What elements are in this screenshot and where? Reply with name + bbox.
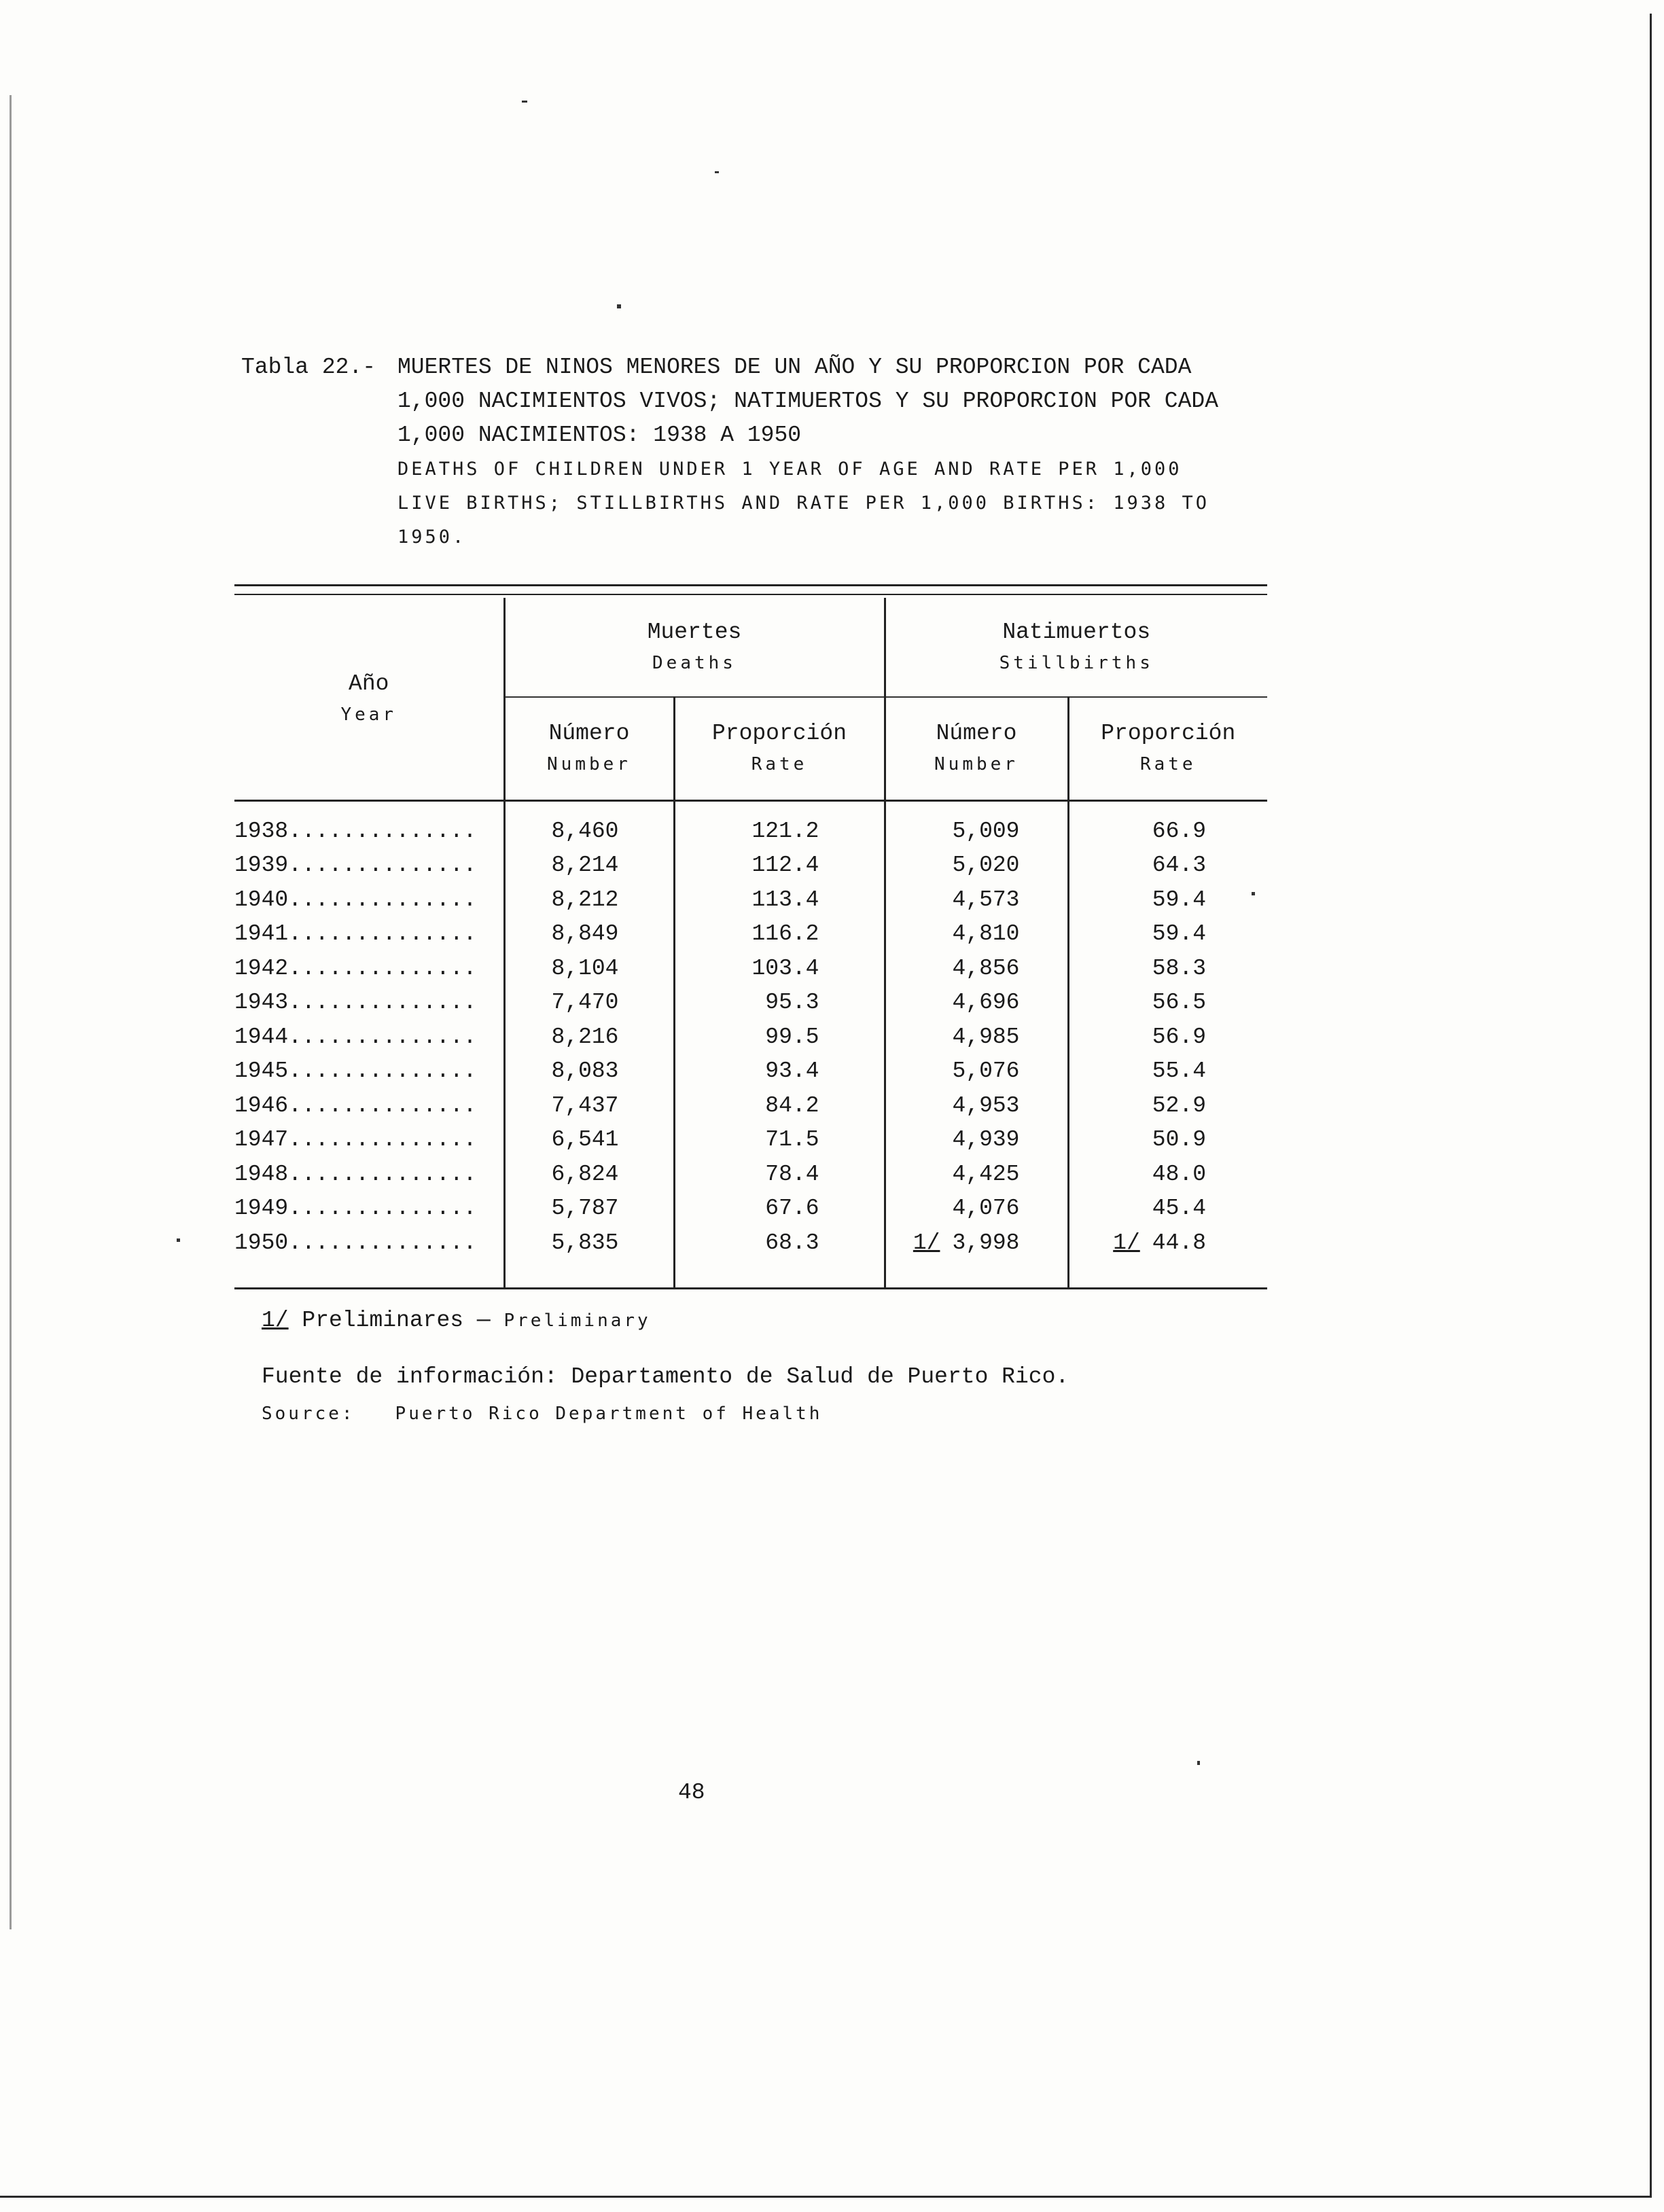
- deaths-rate-cell: 116.2: [674, 917, 885, 952]
- deaths-rate-cell: 95.3: [674, 986, 885, 1020]
- scan-speck: [522, 101, 527, 103]
- year-cell: 1945..............: [234, 1058, 477, 1084]
- page-edge-bottom: [0, 2196, 1651, 2198]
- stillbirths-number-cell: 5,020: [885, 849, 1068, 883]
- stillbirths-rate-cell: 52.9: [1068, 1088, 1267, 1123]
- deaths-number-cell: 7,437: [504, 1088, 674, 1123]
- table-row: [234, 814, 1267, 849]
- table-row: [234, 849, 1267, 883]
- stillbirths-rate-cell: 55.4: [1068, 1054, 1267, 1089]
- deaths-rate-cell: 68.3: [674, 1226, 885, 1260]
- deaths-rate-cell: 113.4: [674, 882, 885, 917]
- table-top-rule: [234, 584, 1267, 586]
- year-cell: 1941..............: [234, 921, 477, 947]
- stillbirths-rate-cell: 50.9: [1068, 1123, 1267, 1158]
- stillbirths-rate-cell: 66.9: [1068, 814, 1267, 849]
- stillbirths-number-cell: 4,573: [885, 882, 1068, 917]
- footnote-mark: 1/: [262, 1308, 289, 1333]
- stillbirths-rate-cell: 48.0: [1068, 1157, 1267, 1192]
- deaths-number-cell: 8,214: [504, 849, 674, 883]
- deaths-number-cell: 8,849: [504, 917, 674, 952]
- year-header: Año Year: [234, 598, 504, 801]
- table-row: [234, 1157, 1267, 1192]
- table-row: [234, 1226, 1267, 1260]
- table-row: [234, 1054, 1267, 1089]
- table-row: [234, 917, 1267, 952]
- deaths-rate-cell: 121.2: [674, 814, 885, 849]
- table-row: [234, 882, 1267, 917]
- deaths-number-cell: 5,787: [504, 1192, 674, 1226]
- deaths-number-header: Número Number: [504, 697, 674, 801]
- stillbirths-rate-cell: 45.4: [1068, 1192, 1267, 1226]
- stillbirths-number-cell: 4,810: [885, 917, 1068, 952]
- table-body: [234, 814, 1267, 1260]
- deaths-rate-cell: 103.4: [674, 951, 885, 986]
- stillbirths-number-cell: 4,985: [885, 1020, 1068, 1054]
- deaths-number-cell: 6,824: [504, 1157, 674, 1192]
- year-cell: 1944..............: [234, 1024, 477, 1050]
- source-es: Fuente de información: Departamento de Salud de Puerto Rico.: [262, 1364, 1069, 1389]
- stillbirths-number-cell: 4,939: [885, 1123, 1068, 1158]
- year-cell: 1943..............: [234, 990, 477, 1016]
- year-cell: 1950..............: [234, 1230, 477, 1255]
- page-edge-left: [10, 95, 12, 1929]
- stillbirths-header: Natimuertos Stillbirths: [885, 598, 1267, 697]
- source-en-text: Puerto Rico Department of Health: [395, 1404, 823, 1424]
- year-cell: 1947..............: [234, 1127, 477, 1153]
- year-cell: 1938..............: [234, 818, 477, 844]
- title-line-en-2: LIVE BIRTHS; STILLBIRTHS AND RATE PER 1,000 BIRTHS: 1938 TO: [397, 493, 1210, 514]
- title-line-es-1: Tabla 22.- MUERTES DE NINOS MENORES DE UN AÑO Y SU PROPORCION POR CADA: [241, 351, 1288, 385]
- stillbirths-number-cell: 4,076: [885, 1192, 1068, 1226]
- deaths-number-cell: 5,835: [504, 1226, 674, 1260]
- stillbirths-rate-cell: 58.3: [1068, 951, 1267, 986]
- deaths-number-cell: 8,216: [504, 1020, 674, 1054]
- year-cell: 1940..............: [234, 887, 477, 912]
- stillbirths-number-cell: 4,953: [885, 1088, 1068, 1123]
- stillbirths-number-cell: 4,856: [885, 951, 1068, 986]
- year-cell: 1946..............: [234, 1092, 477, 1118]
- deaths-rate-cell: 93.4: [674, 1054, 885, 1089]
- deaths-number-cell: 7,470: [504, 986, 674, 1020]
- year-cell: 1948..............: [234, 1161, 477, 1187]
- deaths-number-cell: 8,083: [504, 1054, 674, 1089]
- table-title: [241, 351, 1288, 554]
- stillbirths-rate-cell: 1/ 44.8: [1068, 1226, 1267, 1260]
- title-line-es-2: 1,000 NACIMIENTOS VIVOS; NATIMUERTOS Y SU PROPORCION POR CADA: [397, 389, 1218, 414]
- deaths-rate-cell: 71.5: [674, 1123, 885, 1158]
- stillbirths-number-cell: 1/ 3,998: [885, 1226, 1068, 1260]
- scan-speck: [715, 171, 719, 173]
- title-line-en-1: DEATHS OF CHILDREN UNDER 1 YEAR OF AGE AND RATE PER 1,000: [397, 459, 1182, 480]
- stillbirths-rate-cell: 56.5: [1068, 986, 1267, 1020]
- table-row: [234, 1020, 1267, 1054]
- stillbirths-rate-header: Proporción Rate: [1068, 697, 1267, 801]
- table-row: [234, 1088, 1267, 1123]
- footnote: [262, 1308, 651, 1333]
- page-edge-right: [1650, 14, 1652, 2198]
- table-row: [234, 986, 1267, 1020]
- table-row: [234, 1123, 1267, 1158]
- deaths-rate-cell: 67.6: [674, 1192, 885, 1226]
- year-cell: 1939..............: [234, 853, 477, 878]
- deaths-number-cell: 6,541: [504, 1123, 674, 1158]
- deaths-number-cell: 8,460: [504, 814, 674, 849]
- table-spacer: [234, 801, 1267, 815]
- footnote-en: Preliminary: [503, 1310, 651, 1331]
- header-row-groups: [234, 598, 1267, 697]
- footnote-separator: —: [476, 1308, 491, 1333]
- stillbirths-number-cell: 4,696: [885, 986, 1068, 1020]
- table-row: [234, 1192, 1267, 1226]
- stillbirths-number-cell: 4,425: [885, 1157, 1068, 1192]
- stillbirths-rate-cell: 64.3: [1068, 849, 1267, 883]
- scan-speck: [177, 1238, 180, 1242]
- deaths-number-cell: 8,104: [504, 951, 674, 986]
- title-line-es-3: 1,000 NACIMIENTOS: 1938 A 1950: [397, 423, 802, 448]
- deaths-rate-cell: 112.4: [674, 849, 885, 883]
- year-cell: 1942..............: [234, 955, 477, 981]
- title-line-en-3: 1950.: [397, 527, 467, 548]
- table-row: [234, 951, 1267, 986]
- source-en: [262, 1404, 822, 1424]
- table-bottom-space: [234, 1260, 1267, 1289]
- stillbirths-number-cell: 5,009: [885, 814, 1068, 849]
- deaths-rate-header: Proporción Rate: [674, 697, 885, 801]
- year-cell: 1949..............: [234, 1196, 477, 1221]
- scan-speck: [617, 304, 621, 308]
- footnote-mark: 1/: [913, 1230, 940, 1255]
- deaths-rate-cell: 99.5: [674, 1020, 885, 1054]
- deaths-header: Muertes Deaths: [504, 598, 885, 697]
- stillbirths-rate-cell: 56.9: [1068, 1020, 1267, 1054]
- table-top-rule-2: [234, 594, 1267, 595]
- stillbirths-number-cell: 5,076: [885, 1054, 1068, 1089]
- footnote-mark: 1/: [1113, 1230, 1140, 1255]
- table-number: Tabla 22.-: [241, 355, 376, 380]
- page-number: 48: [678, 1780, 705, 1805]
- data-table: [234, 598, 1267, 1289]
- scan-speck: [1197, 1761, 1200, 1765]
- stillbirths-rate-cell: 59.4: [1068, 917, 1267, 952]
- deaths-number-cell: 8,212: [504, 882, 674, 917]
- footnote-es: Preliminares: [302, 1308, 464, 1333]
- deaths-rate-cell: 78.4: [674, 1157, 885, 1192]
- stillbirths-rate-cell: 59.4: [1068, 882, 1267, 917]
- deaths-rate-cell: 84.2: [674, 1088, 885, 1123]
- source-en-label: Source:: [262, 1404, 355, 1424]
- stillbirths-number-header: Número Number: [885, 697, 1068, 801]
